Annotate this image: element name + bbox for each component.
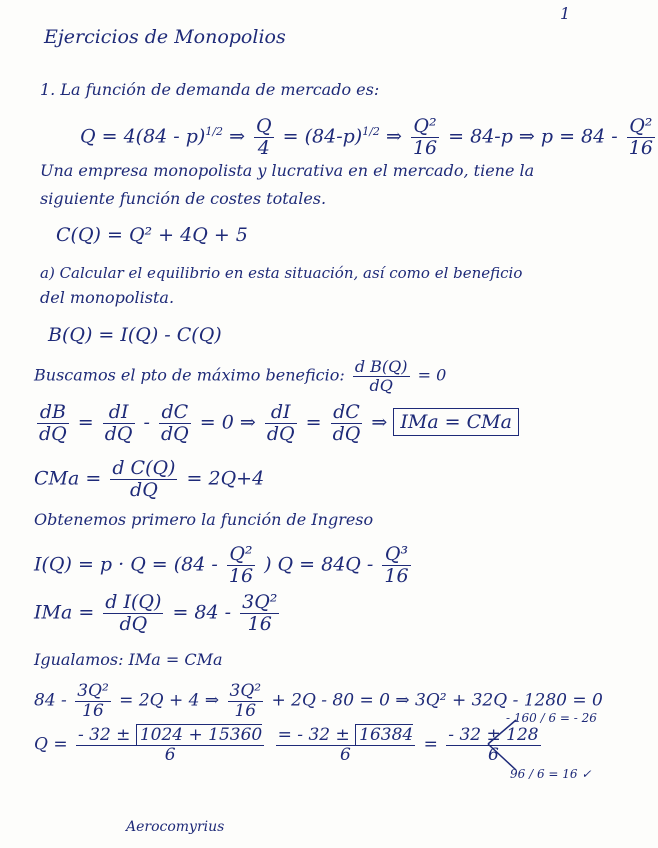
q-fraction-2 [276, 726, 416, 764]
root-negative: - 160 / 6 = - 26 [506, 711, 597, 725]
part-a-line-1: a) Calcular el equilibrio en esta situación, así como el beneficio [40, 264, 523, 282]
denominator: dQ [130, 478, 158, 501]
denominator: 16 [412, 136, 438, 159]
eq-part: + 2Q - 80 = 0 ⇒ 3Q² + 32Q - 1280 = 0 [271, 690, 603, 711]
numerator: Q² [229, 543, 253, 565]
numerator [276, 726, 416, 745]
demand-equation [80, 116, 658, 159]
cma-equation [34, 458, 264, 501]
denominator: 16 [228, 564, 254, 587]
demand-exponent: 1/2 [362, 125, 380, 139]
ingreso-part: ) Q = 84Q - [264, 553, 374, 576]
derivative-mid: = 0 ⇒ [199, 411, 256, 434]
denominator: dQ [161, 422, 189, 445]
max-tail: = 0 [417, 365, 447, 385]
denominator: 16 [384, 564, 409, 587]
numerator: dC [161, 401, 189, 423]
numerator: 3Q² [242, 591, 278, 613]
demand-eq-part: Q = 4(84 - p) [80, 125, 206, 148]
numerator: 3Q² [77, 681, 109, 701]
ingreso-equation [34, 544, 414, 587]
frac-dC [159, 402, 191, 445]
denominator: dQ [266, 422, 295, 445]
max-fraction [353, 358, 410, 394]
eq-part: = 2Q + 4 ⇒ [119, 690, 220, 711]
q-label: Q = [34, 734, 68, 755]
numerator: Q² [413, 115, 437, 137]
eq-fraction [75, 682, 111, 720]
numerator: dI [108, 401, 129, 423]
root-positive: 96 / 6 = 16 ✓ [510, 767, 592, 781]
max-condition [34, 358, 446, 394]
frac-dI [103, 402, 135, 445]
numerator: Q [256, 115, 272, 137]
denominator: 16 [628, 136, 653, 159]
demand-fraction [627, 116, 655, 159]
ima-fraction-2 [240, 592, 279, 635]
demand-fraction [411, 116, 439, 159]
numerator: d C(Q) [112, 457, 176, 479]
eq-part: 84 - [34, 690, 67, 711]
sqrt-term: 16384 [355, 724, 413, 745]
ima-label: IMa = [34, 601, 95, 624]
numerator: dC [333, 401, 360, 423]
ingreso-fraction-2 [382, 544, 410, 587]
profit-equation: B(Q) = I(Q) - C(Q) [48, 324, 222, 346]
numerator: d I(Q) [105, 591, 162, 613]
denominator: dQ [119, 612, 148, 635]
ima-cma-box: IMa = CMa [393, 408, 519, 436]
cma-label: CMa = [34, 467, 102, 490]
numerator: Q² [629, 115, 653, 137]
cost-equation: C(Q) = Q² + 4Q + 5 [56, 224, 248, 246]
problem-line-3: siguiente función de costes totales. [40, 189, 327, 208]
page-number: 1 [560, 4, 571, 23]
denominator: dQ [104, 422, 133, 445]
numerator: - 32 ± 128 [448, 725, 539, 745]
footer-signature: Aerocomyrius [126, 819, 225, 835]
denominator: 4 [257, 136, 270, 159]
ingreso-part: I(Q) = p · Q = (84 - [34, 553, 218, 576]
q-fraction-1 [76, 726, 264, 764]
frac-dB [37, 402, 69, 445]
ingreso-fraction [227, 544, 255, 587]
frac-dI-2 [265, 402, 297, 445]
derivative-condition: $\frac{dB}{dQ}$ = $\frac{dI}{dQ}$ - $\frac{dC}{dQ}$ = 0 ⇒ $\frac{dI}{dQ}$ = $\frac{dC}{dQ}$ ⇒ IMa = CMa [34, 402, 519, 445]
denominator: dQ [369, 375, 393, 395]
ima-mid: = 84 - [172, 601, 232, 624]
igualamos-text: Igualamos: IMa = CMa [34, 650, 223, 669]
denominator: 16 [247, 612, 272, 635]
numerator: Q³ [384, 543, 409, 565]
numerator: d B(Q) [354, 357, 408, 376]
sqrt-term: 1024 + 15360 [136, 724, 262, 745]
denominator: 6 [488, 744, 499, 765]
denominator: 6 [340, 744, 351, 765]
denominator: 16 [82, 700, 104, 721]
q1-num: - 32 ± [78, 725, 131, 745]
numerator [76, 726, 264, 745]
page-title: Ejercicios de Monopolios [44, 26, 286, 48]
demand-eq-part: = 84-p ⇒ p = 84 - [448, 125, 618, 148]
ima-equation [34, 592, 282, 635]
eq-fraction-2 [228, 682, 264, 720]
numerator: dI [270, 401, 291, 423]
part-a-line-2: del monopolista. [40, 288, 175, 307]
ingreso-text: Obtenemos primero la función de Ingreso [34, 510, 374, 529]
ima-fraction [103, 592, 163, 635]
denominator: 6 [164, 744, 176, 765]
problem-line-2: Una empresa monopolista y lucrativa en el mercado, tiene la [40, 161, 535, 180]
demand-fraction [254, 116, 274, 159]
demand-exponent: 1/2 [205, 125, 224, 139]
numerator: 3Q² [229, 681, 262, 701]
cma-result: = 2Q+4 [186, 467, 265, 490]
demand-arrow: ⇒ [229, 125, 245, 148]
q2-num: = - 32 ± [277, 725, 350, 745]
denominator: dQ [39, 422, 67, 445]
denominator: dQ [332, 422, 361, 445]
problem-line-1: 1. La función de demanda de mercado es: [40, 80, 380, 99]
demand-arrow: ⇒ [385, 125, 402, 148]
numerator: dB [39, 401, 66, 423]
cma-fraction [110, 458, 177, 501]
demand-eq-part: = (84-p) [282, 125, 363, 148]
quadratic-solution: Q = $\frac{- 32 \pm 1024 + 15360}{6}$ $\frac{= - 32 \pm 16384}{6}$ = $\frac{- 32 \pm 128}{6}$ [34, 725, 539, 765]
denominator: 16 [234, 700, 257, 721]
frac-dC-2 [331, 402, 363, 445]
max-text: Buscamos el pto de máximo beneficio: [34, 365, 345, 385]
